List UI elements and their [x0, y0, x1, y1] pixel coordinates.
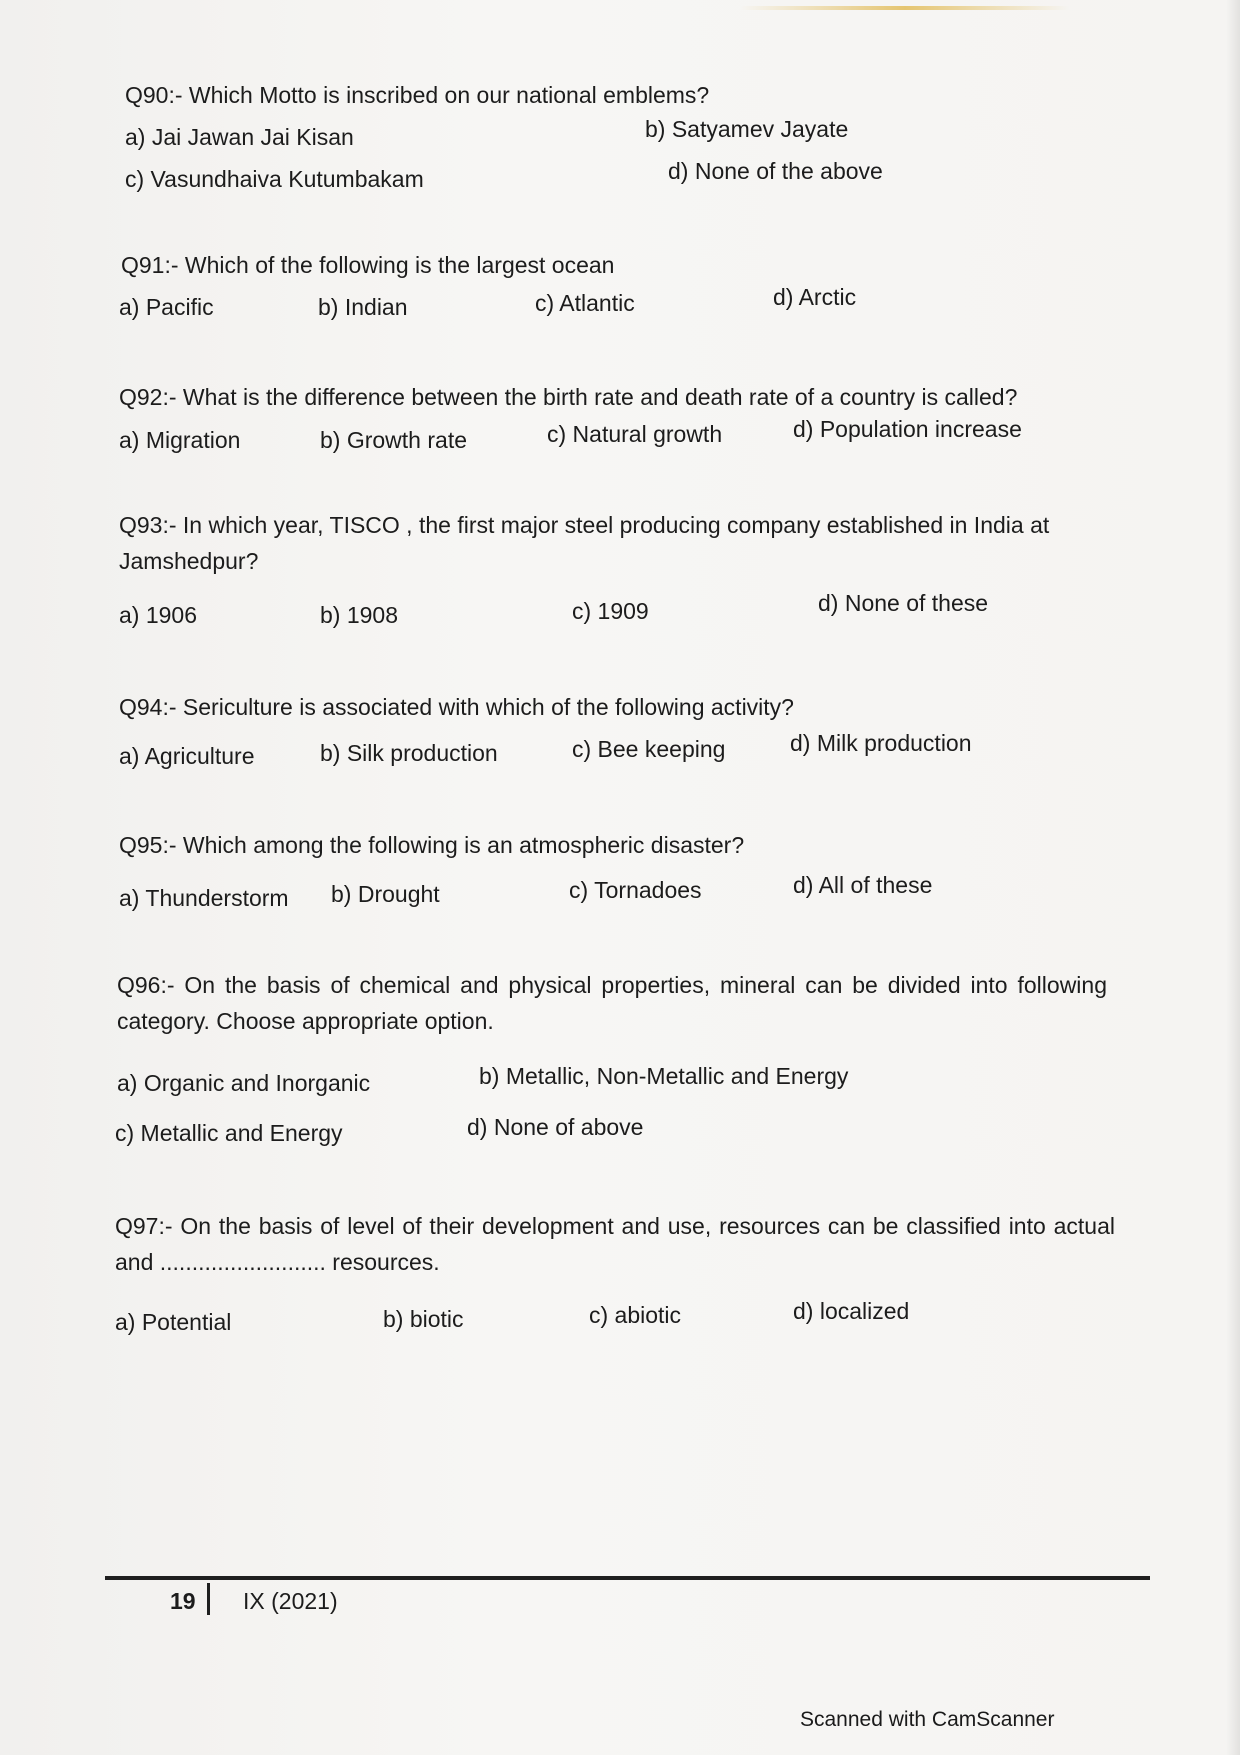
option-b: b) Indian [318, 294, 408, 320]
option-c: c) Bee keeping [572, 736, 726, 762]
option-d: d) Arctic [773, 284, 857, 310]
option-a: a) Agriculture [119, 743, 255, 769]
option-b: b) 1908 [320, 602, 399, 628]
question-text: Q95:- Which among the following is an atmospheric disaster? [119, 832, 745, 858]
question-text: Q91:- Which of the following is the largest ocean [121, 252, 615, 278]
page-number: 19 [170, 1588, 196, 1614]
question-93 [119, 508, 1119, 579]
scanner-watermark: Scanned with CamScanner [800, 1708, 1055, 1731]
option-a: a) Migration [119, 427, 241, 453]
option-b: b) Satyamev Jayate [645, 116, 849, 142]
paper-stain [740, 6, 1070, 10]
option-c: c) Natural growth [547, 421, 723, 447]
question-text: Q93:- In which year, TISCO , the first major steel producing company established in India at Jamshedpur? [119, 512, 1050, 574]
question-94 [119, 690, 1019, 726]
option-c: c) 1909 [572, 598, 649, 624]
option-b: b) Growth rate [320, 427, 467, 453]
option-d: d) None of the above [668, 158, 883, 184]
option-b: b) Metallic, Non-Metallic and Energy [479, 1063, 849, 1089]
question-text: Q94:- Sericulture is associated with which of the following activity? [119, 694, 794, 720]
option-c: c) Metallic and Energy [115, 1120, 343, 1146]
option-b: b) Drought [331, 881, 440, 907]
question-96 [117, 968, 1107, 1039]
option-b: b) Silk production [320, 740, 498, 766]
option-a: a) Potential [115, 1309, 232, 1335]
page-edge-shadow [1226, 0, 1240, 1755]
question-text: Q96:- On the basis of chemical and physical properties, mineral can be divided into following category. Choose appropriate option. [117, 972, 1107, 1034]
option-d: d) Population increase [793, 416, 1022, 442]
question-text: Q92:- What is the difference between the birth rate and death rate of a country is called? [119, 384, 1018, 410]
option-d: d) localized [793, 1298, 910, 1324]
option-a: a) Thunderstorm [119, 885, 289, 911]
option-d: d) None of these [818, 590, 989, 616]
option-c: c) abiotic [589, 1302, 682, 1328]
option-c: c) Atlantic [535, 290, 635, 316]
option-a: a) Organic and Inorganic [117, 1070, 371, 1096]
question-text: Q97:- On the basis of level of their development and use, resources can be classified into actual and .......................... resources. [115, 1213, 1115, 1275]
footer-rule [105, 1576, 1150, 1580]
question-97 [115, 1209, 1115, 1280]
class-year-label: IX (2021) [243, 1588, 338, 1614]
question-95 [119, 828, 1019, 864]
option-c: c) Tornadoes [569, 877, 702, 903]
question-90 [125, 78, 1025, 114]
option-a: a) 1906 [119, 602, 198, 628]
question-text: Q90:- Which Motto is inscribed on our national emblems? [125, 82, 710, 108]
question-91 [121, 248, 1021, 284]
option-b: b) biotic [383, 1306, 464, 1332]
option-a: a) Jai Jawan Jai Kisan [125, 124, 354, 150]
option-d: d) None of above [467, 1114, 644, 1140]
option-d: d) All of these [793, 872, 933, 898]
option-d: d) Milk production [790, 730, 972, 756]
option-a: a) Pacific [119, 294, 214, 320]
footer-separator [207, 1583, 210, 1615]
option-c: c) Vasundhaiva Kutumbakam [125, 166, 424, 192]
question-92 [119, 380, 1199, 416]
